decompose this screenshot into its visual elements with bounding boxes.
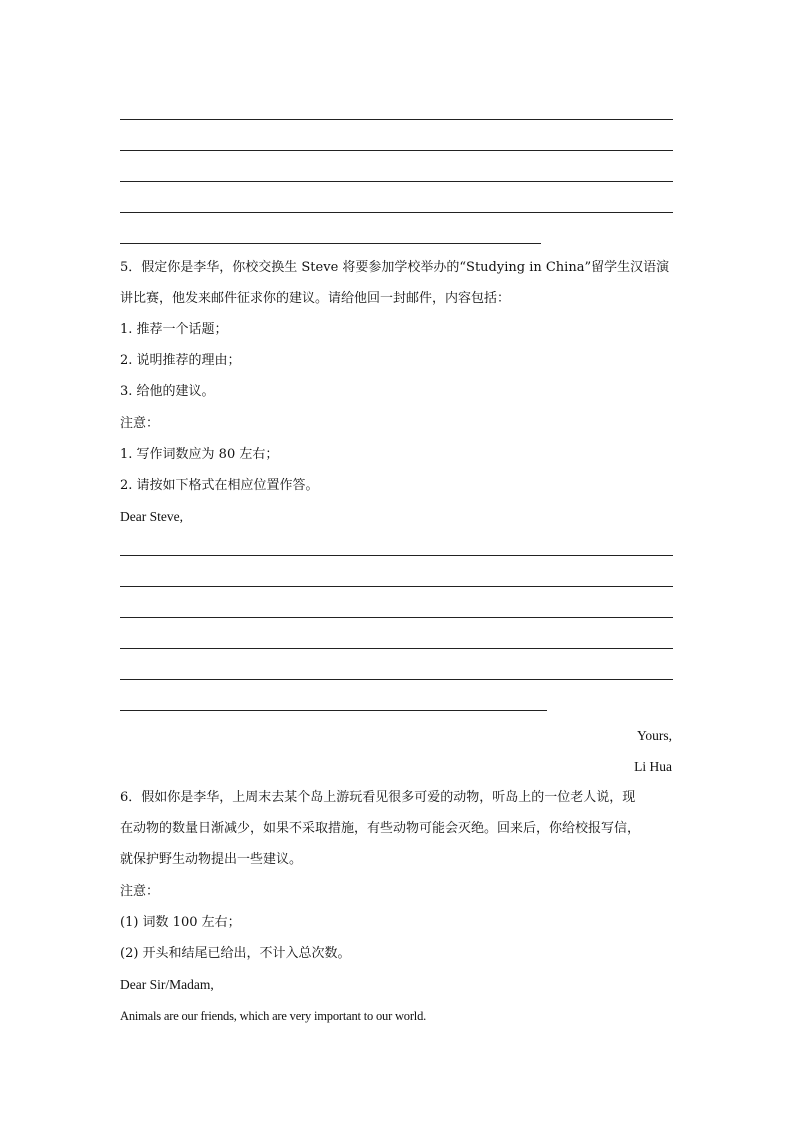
q6-salutation: Dear Sir/Madam,: [120, 977, 214, 992]
answer-line: [120, 243, 541, 244]
answer-line: [120, 555, 673, 556]
q5-note-2: 2. 请按如下格式在相应位置作答。: [120, 478, 319, 493]
answer-line: [120, 679, 673, 680]
answer-line: [120, 617, 673, 618]
q5-item-1: 1. 推荐一个话题；: [120, 322, 228, 337]
answer-line: [120, 181, 673, 182]
q5-note-label: 注意：: [120, 416, 160, 431]
answer-line: [120, 648, 673, 649]
answer-line: [120, 212, 673, 213]
q5-item-3: 3. 给他的建议。: [120, 384, 215, 399]
q6-prompt-line-3: 就保护野生动物提出一些建议。: [120, 852, 303, 867]
answer-line: [120, 710, 547, 711]
q5-prompt-line-1: 5．假定你是李华，你校交换生 Steve 将要参加学校举办的“Studying in China”留学生汉语演: [120, 260, 670, 275]
q6-note-1: (1) 词数 100 左右；: [120, 915, 241, 930]
answer-line: [120, 586, 673, 587]
q6-note-2: (2) 开头和结尾已给出，不计入总次数。: [120, 946, 351, 961]
q5-prompt-line-2: 讲比赛，他发来邮件征求你的建议。请给他回一封邮件，内容包括：: [120, 291, 511, 306]
q5-item-2: 2. 说明推荐的理由；: [120, 353, 241, 368]
q6-prompt-line-1: 6．假如你是李华，上周末去某个岛上游玩看见很多可爱的动物，听岛上的一位老人说，现: [120, 790, 636, 805]
answer-line: [120, 119, 673, 120]
q5-signature: Li Hua: [634, 759, 672, 774]
q5-note-1: 1. 写作词数应为 80 左右；: [120, 447, 279, 462]
q6-prompt-line-2: 在动物的数量日渐减少，如果不采取措施，有些动物可能会灭绝。回来后，你给校报写信，: [120, 821, 641, 836]
answer-line: [120, 150, 673, 151]
q5-salutation: Dear Steve,: [120, 509, 183, 524]
q5-closing: Yours,: [636, 728, 672, 743]
q6-opening-sentence: Animals are our friends, which are very important to our world.: [120, 1009, 427, 1023]
q6-note-label: 注意：: [120, 884, 160, 899]
